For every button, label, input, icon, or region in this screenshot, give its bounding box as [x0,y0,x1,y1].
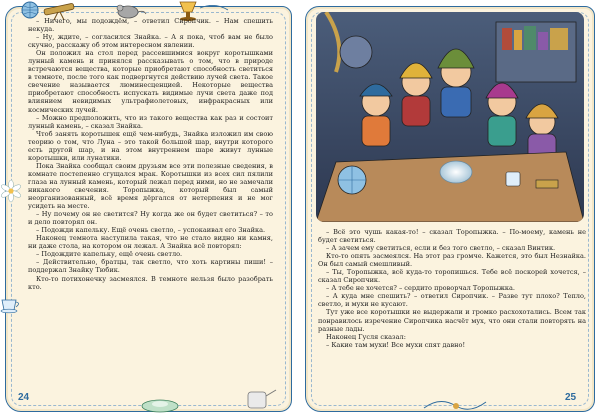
paragraph: – Подожди капельку. Ещё очень светло, – успокаивал его Знайка. [36,226,266,235]
right-page-text [318,228,586,349]
paragraph: Кто-то потихонечку засмеялся. В темноте нельзя было разобрать кто. [28,274,273,291]
paragraph: – Ну почему он не светится? Ну когда же он будет светиться? – то и дело повторял он. [28,210,273,227]
page-number-right: 25 [565,392,577,403]
paragraph: Наконец темнота наступила такая, что не стало видно ни камня, ни даже стола, на котором он лежал. А Знайка всё повторял: [28,234,273,251]
decor-bottom-right-left-page [240,386,280,414]
left-page-text [28,17,273,291]
paragraph: Тут уже все коротышки не выдержали и громко расхохотались. Всем так понравилось изречение Сиропчика насчёт мух, что они стали повторять на разные лады. [318,308,586,333]
paragraph: – А куда мне спешить? – ответил Сиропчик. – Разве тут плохо? Тепло, светло, и мухи не кусают. [318,292,586,309]
paragraph: – Можно предположить, что из такого вещества как раз и состоит лунный камень, – сказал Знайка. [28,113,273,130]
decor-bottom-left [130,396,190,416]
paragraph: – Ну, ждите, – согласился Знайка. – А я пока, чтоб вам не было скучно, расскажу об этом интересном явлении. [28,33,273,50]
decor-bottom-right [420,394,490,414]
paragraph: – Всё это чушь какая-то! – сказал Торопыжка. – По-моему, камень не будет светиться. [318,228,586,245]
daisy-icon [0,180,22,204]
paragraph: – Действительно, братцы, так светло, что хоть картины пиши! – поддержал Знайку Тюбик. [28,258,273,275]
paragraph: Пока Знайка сообщал своим друзьям все эти полезные сведения, в комнате постепенно сгущался мрак. Коротышки из всех сил пялили глаза на лунный камень, который лежал перед ними, но не замечали никакого свечения. Торопыжка, который был самый неорганизованный, всё время дёргался от нетерпения и не мог усидеть на месте. [28,161,273,211]
paragraph: – Ничего, мы подождём, – ответил Сиропчик. – Нам спешить некуда. [28,17,273,34]
paragraph: – А тебе не хочется? – сердито проворчал Торопыжка. [326,284,515,293]
illustration [316,12,584,222]
paragraph: – Ты, Торопыжка, всё куда-то торопишься. Тебе всё поскорей хочется, – сказал Сиропчик. [318,268,586,285]
page-number-left: 24 [18,392,30,403]
paragraph: – Какие там мухи! Все мухи спят давно! [326,340,466,349]
paragraph: – Подождите капельку, ещё очень светло. [36,250,183,259]
paragraph: – А зачем ему светиться, если и без того светло, – сказал Винтик. [326,244,556,253]
paragraph: Чтоб занять коротышек ещё чем-нибудь, Знайка изложил им свою теорию о том, что Луна – это такой большой шар, внутри которого есть другой шар, и на этом внутреннем шаре живут лунные коротышки, или лунатики. [28,129,273,162]
paragraph: Он положил на стол перед рассевшимися вокруг коротышками лунный камень и принялся рассказывать о том, что в природе встречаются вещества, которые приобретают способность светиться в темноте, после того как подвергнутся действию лучей света. Такое свечение называется люминесценцией. Некоторые вещества приобретают способность испускать видимые лучи света даже под влиянием невидимых ультрафиолетовых, инфракрасных или космических лучей. [28,49,273,114]
paragraph: Наконец Гусля сказал: [326,332,406,341]
teacup-icon [0,292,22,314]
paragraph: Кто-то опять засмеялся. На этот раз громче. Кажется, это был Незнайка. Он был самый смешливый. [318,252,586,269]
